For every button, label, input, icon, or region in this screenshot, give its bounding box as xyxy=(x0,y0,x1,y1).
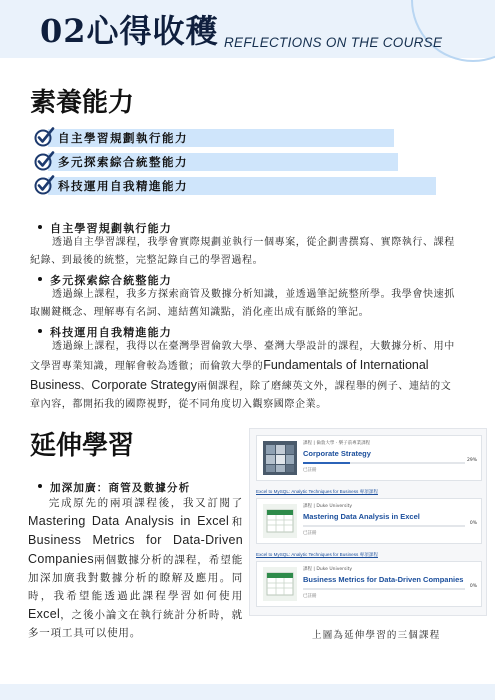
paragraph-text: 兩個數據分析的課程，希望能加深加廣我對數據分析的瞭解及應用。同時，我希望能透過此課程學習如何使用 xyxy=(28,554,243,602)
detail-heading-text: 自主學習規劃執行能力 xyxy=(50,222,172,235)
detail-paragraph: 透過線上課程，我多方探索商管及數據分析知識，並透過筆記統整所學。我學會快速抓取關鍵概念、理解專有名詞、連結舊知識點，消化產出成有脈絡的筆記。 xyxy=(30,289,455,318)
bullet xyxy=(38,329,42,333)
enrollment-status: 已註冊 xyxy=(303,531,317,536)
image-caption: 上圖為延伸學習的三個課程 xyxy=(312,630,441,641)
extension-heading-text: 加深加廣：商管及數據分析 xyxy=(50,482,191,494)
detail-paragraph xyxy=(30,338,458,414)
competency-label: 多元探索綜合統整能力 xyxy=(58,155,188,169)
paragraph-text: 完成原先的兩項課程後，我又訂閱了 xyxy=(48,497,243,509)
progress-percent: 0% xyxy=(469,521,477,526)
course-screenshot-panel xyxy=(249,428,487,616)
section-title-competencies: 素養能力 xyxy=(30,88,135,118)
check-circle-icon xyxy=(34,150,56,172)
enrollment-status: 已註冊 xyxy=(303,468,317,473)
detail-paragraph: 透過自主學習課程，我學會實際規劃並執行一個專案，從企劃書撰寫、實際執行、課程紀錄、到最後的統整，完整記錄自己的學習過程。 xyxy=(30,237,455,266)
course-name-en: Business Metrics for Data-Driven Companies xyxy=(28,533,243,566)
check-circle-icon xyxy=(34,174,56,196)
progress-track xyxy=(303,525,465,527)
course-meta: 課程 | Duke University xyxy=(303,504,353,509)
progress-percent: 0% xyxy=(469,584,477,589)
detail-heading-text: 多元探索綜合統整能力 xyxy=(50,274,172,287)
progress-fill xyxy=(303,462,350,464)
cubes-thumbnail-icon xyxy=(263,441,297,475)
course-name-en: Fundamentals of International Business xyxy=(30,358,429,392)
check-circle-icon xyxy=(34,126,56,148)
paragraph-text: 透過線上課程，我得以在臺灣學習倫敦大學、臺灣大學設計的課程，大數據分析、用中文學習專業知識，理解會較為透徹；而倫敦大學的 xyxy=(30,341,455,372)
course-name-en: Mastering Data Analysis in Excel xyxy=(28,514,230,528)
course-meta: 課程 | Duke University xyxy=(303,567,353,572)
specialization-link[interactable]: Excel to MySQL: Analytic Techniques for Business 專項課程 xyxy=(256,552,378,557)
enrollment-status: 已註冊 xyxy=(303,594,317,599)
course-name-en: Corporate Strategy xyxy=(91,378,197,392)
course-title[interactable]: Business Metrics for Data-Driven Companies xyxy=(303,575,464,584)
course-card[interactable] xyxy=(256,561,482,607)
progress-track xyxy=(303,462,465,464)
specialization-link[interactable]: Excel to MySQL: Analytic Techniques for Business 專項課程 xyxy=(256,489,378,494)
detail-heading-text: 科技運用自我精進能力 xyxy=(50,326,172,339)
spreadsheet-thumbnail-icon xyxy=(263,504,297,538)
course-title[interactable]: Mastering Data Analysis in Excel xyxy=(303,512,420,521)
footer-band xyxy=(0,684,495,700)
competency-label: 科技運用自我精進能力 xyxy=(58,179,188,193)
course-card[interactable] xyxy=(256,435,482,481)
paragraph-text: 、 xyxy=(80,381,92,392)
progress-track xyxy=(303,588,465,590)
bullet xyxy=(38,277,42,281)
extension-paragraph xyxy=(28,494,243,642)
paragraph-text: 兩個課程，除了磨練英文外，課程舉的例子、連結的文章內容，都開拓我的國際視野，從不同角度切入觀察國際企業。 xyxy=(30,381,452,410)
paragraph-text: 和 xyxy=(229,516,243,528)
paragraph-text: ，之後小論文在執行統計分析時，就多一項工具可以使用。 xyxy=(28,609,243,639)
page-subtitle: REFLECTIONS ON THE COURSE xyxy=(224,35,443,50)
section-title-extension: 延伸學習 xyxy=(30,431,135,461)
competency-label: 自主學習規劃執行能力 xyxy=(58,131,188,145)
course-title[interactable]: Corporate Strategy xyxy=(303,449,371,458)
bullet xyxy=(38,484,42,488)
bullet xyxy=(38,225,42,229)
course-meta: 課程 | 倫敦大學 · 樂子前專業課程 xyxy=(303,441,371,446)
software-name: Excel xyxy=(28,607,61,621)
course-card[interactable] xyxy=(256,498,482,544)
page-title: 02心得收穫 xyxy=(40,12,219,50)
progress-percent: 29% xyxy=(466,458,477,463)
spreadsheet-thumbnail-icon xyxy=(263,567,297,601)
extension-heading xyxy=(38,480,190,495)
